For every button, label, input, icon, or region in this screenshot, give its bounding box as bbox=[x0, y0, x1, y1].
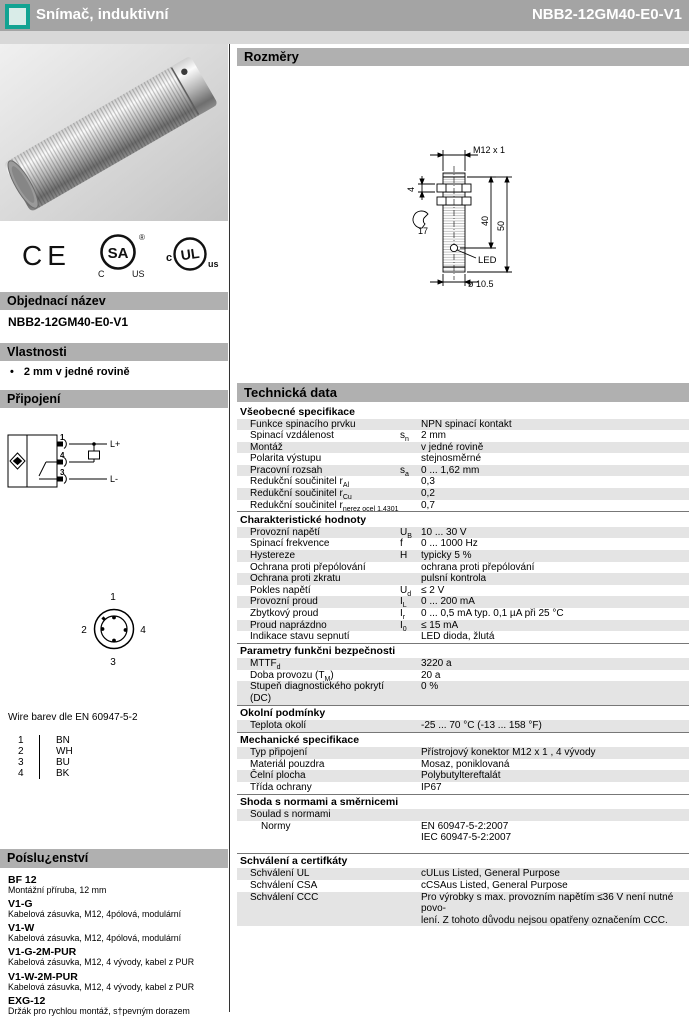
spec-value bbox=[421, 770, 689, 782]
accessories-list bbox=[8, 871, 224, 1017]
svg-text:C: C bbox=[98, 269, 105, 279]
title-bar bbox=[0, 0, 689, 31]
spec-value-line: 0,7 bbox=[421, 499, 435, 511]
spec-row bbox=[237, 782, 689, 794]
spec-label: Redukční součinitel $r_{Cu}$ bbox=[250, 488, 352, 502]
product-photo bbox=[0, 44, 228, 221]
dimension-drawing bbox=[380, 126, 590, 311]
spec-value-line: 0 ... 1,62 mm bbox=[421, 464, 480, 476]
certification-logos bbox=[8, 227, 220, 281]
svg-text:4: 4 bbox=[140, 625, 146, 636]
spec-value bbox=[421, 488, 689, 500]
connection-section-bar: Připojení bbox=[0, 390, 228, 408]
spec-value-line: Mosaz, poniklovaná bbox=[421, 758, 510, 770]
spec-value bbox=[421, 608, 689, 620]
svg-text:2: 2 bbox=[81, 625, 87, 636]
spec-row bbox=[237, 868, 689, 880]
header-substrip bbox=[0, 31, 689, 44]
order-section-bar: Objednací název bbox=[0, 292, 228, 310]
spec-value-line: typicky 5 % bbox=[421, 549, 472, 561]
accessory-item bbox=[8, 875, 224, 896]
spec-value-line: 0,2 bbox=[421, 488, 435, 500]
spec-value bbox=[421, 670, 689, 682]
svg-text:17: 17 bbox=[418, 226, 429, 236]
spec-label: Doba provozu $(T_M)$ bbox=[250, 669, 334, 683]
svg-text:40: 40 bbox=[480, 215, 490, 227]
svg-text:50: 50 bbox=[496, 220, 506, 232]
spec-label: Redukční součinitel $r_{nerez ocel 1.4301}$ bbox=[250, 499, 399, 513]
spec-value-line: 0 % bbox=[421, 681, 439, 693]
spec-label: Soulad s normami bbox=[250, 809, 331, 821]
accessory-description: Držák pro rychlou montáž, s†pevným dorazem bbox=[8, 1005, 190, 1016]
svg-text:c: c bbox=[166, 252, 173, 264]
wire-color-row bbox=[18, 735, 73, 746]
spec-symbol: $s_n$ bbox=[400, 430, 409, 444]
spec-row bbox=[237, 453, 689, 465]
wire-color-table bbox=[18, 735, 73, 779]
spec-label: Stupeň diagnostického pokrytí (DC) bbox=[250, 681, 384, 704]
svg-text:L-: L- bbox=[110, 474, 119, 484]
spec-value-line: IP67 bbox=[421, 781, 442, 793]
spec-label: Schválení CSA bbox=[250, 879, 318, 891]
accessory-code: V1-W bbox=[8, 922, 35, 935]
spec-value bbox=[421, 430, 689, 442]
spec-value-line: 2 mm bbox=[421, 430, 446, 442]
connector-pinout bbox=[62, 583, 167, 683]
wire-color-note: Wire barev dle EN 60947-5-2 bbox=[8, 712, 138, 723]
spec-label: Čelní plocha bbox=[250, 770, 306, 782]
spec-row bbox=[237, 465, 689, 477]
spec-value-line: ≤ 15 mA bbox=[421, 619, 459, 631]
spec-row bbox=[237, 573, 689, 585]
spec-row bbox=[237, 681, 689, 704]
svg-text:us: us bbox=[208, 259, 219, 269]
spec-row bbox=[237, 631, 689, 643]
svg-text:1: 1 bbox=[60, 433, 65, 442]
svg-text:4: 4 bbox=[60, 451, 65, 460]
accessory-description: Kabelová zásuvka, M12, 4 vývody, kabel z PUR bbox=[8, 957, 195, 968]
svg-text:US: US bbox=[132, 269, 145, 279]
spec-value-line: Přístrojový konektor M12 x 1 , 4 vývody bbox=[421, 747, 596, 759]
spec-label: Normy bbox=[261, 820, 291, 832]
spec-value-line: ≤ 2 V bbox=[421, 584, 445, 596]
spec-value-line: Pro výrobky s max. provozním napětím ≤36 V není nutné povo- bbox=[421, 891, 674, 915]
spec-value-line: 0,3 bbox=[421, 476, 435, 488]
spec-value bbox=[421, 821, 689, 844]
accessory-code: EXG-12 bbox=[8, 994, 46, 1007]
spec-value-line: 20 a bbox=[421, 669, 441, 681]
switch-symbol bbox=[39, 462, 46, 476]
spec-value bbox=[421, 465, 689, 477]
spec-row bbox=[237, 670, 689, 682]
spec-label: Spinací vzdálenost bbox=[250, 430, 334, 442]
wire-pin-number: 3 bbox=[18, 757, 24, 768]
wire-color-code: WH bbox=[39, 746, 73, 757]
spec-symbol: $U_d$ bbox=[400, 584, 412, 598]
wire-pin-number: 2 bbox=[18, 746, 24, 757]
accessory-item bbox=[8, 947, 224, 968]
spec-value bbox=[421, 550, 689, 562]
wire-color-row bbox=[18, 746, 73, 757]
spec-row bbox=[237, 720, 689, 732]
spec-value bbox=[421, 500, 689, 512]
spec-value bbox=[421, 747, 689, 759]
accessory-item bbox=[8, 899, 224, 920]
wire-color-code: BN bbox=[39, 735, 70, 746]
spec-symbol: $I_0$ bbox=[400, 619, 407, 633]
accessory-description: Kabelová zásuvka, M12, 4 vývody, kabel z PUR bbox=[8, 981, 195, 992]
spec-row bbox=[237, 562, 689, 574]
wire-pin-number: 4 bbox=[18, 768, 24, 779]
spec-label: Provozní proud bbox=[250, 596, 318, 608]
column-divider bbox=[229, 44, 230, 1012]
spec-row bbox=[237, 770, 689, 782]
spec-row bbox=[237, 585, 689, 597]
spec-section-header: Charakteristické hodnoty bbox=[237, 511, 689, 527]
spec-value bbox=[421, 631, 689, 643]
spec-section-header: Schválení a certifkáty bbox=[237, 853, 689, 869]
wire-pin-number: 1 bbox=[18, 735, 24, 746]
spec-value bbox=[421, 658, 689, 670]
spec-row bbox=[237, 608, 689, 620]
spec-label: Funkce spinacího prvku bbox=[250, 418, 356, 430]
spec-row bbox=[237, 538, 689, 550]
accessories-section-bar: Poíslu¿enství bbox=[0, 849, 228, 868]
order-code: NBB2-12GM40-E0-V1 bbox=[8, 315, 129, 329]
accessory-code: V1-W-2M-PUR bbox=[8, 970, 78, 983]
spec-value bbox=[421, 720, 689, 732]
spec-row bbox=[237, 892, 689, 927]
spec-label: Proud naprázdno bbox=[250, 619, 327, 631]
spec-value bbox=[421, 419, 689, 431]
spec-value-line: IEC 60947-5-2:2007 bbox=[421, 832, 512, 844]
spec-symbol: $I_r$ bbox=[400, 607, 406, 621]
accessory-description: Montážní příruba, 12 mm bbox=[8, 884, 107, 895]
spec-label: Pokles napětí bbox=[250, 584, 311, 596]
spec-value-line: ochrana proti přepólování bbox=[421, 561, 535, 573]
spec-value-line: 3220 a bbox=[421, 658, 452, 670]
spec-label: Zbytkový proud bbox=[250, 607, 319, 619]
product-code-header: NBB2-12GM40-E0-V1 bbox=[531, 6, 682, 23]
spec-value-line: -25 ... 70 °C (-13 ... 158 °F) bbox=[421, 720, 542, 732]
svg-text:®: ® bbox=[139, 233, 145, 242]
spec-row bbox=[237, 430, 689, 442]
spec-value-line: 0 ... 200 mA bbox=[421, 596, 475, 608]
svg-text:4: 4 bbox=[406, 186, 416, 192]
spec-value-line: stejnosměrné bbox=[421, 453, 482, 465]
spec-row bbox=[237, 747, 689, 759]
spec-row bbox=[237, 476, 689, 488]
spec-value-line: NPN spinací kontakt bbox=[421, 418, 512, 430]
spec-label: Typ připojení bbox=[250, 747, 308, 759]
spec-label: Spinací frekvence bbox=[250, 538, 330, 550]
spec-value bbox=[421, 562, 689, 574]
spec-row bbox=[237, 596, 689, 608]
spec-label: Ochrana proti zkratu bbox=[250, 573, 341, 585]
spec-subheader-row bbox=[237, 809, 689, 821]
spec-label: Schválení CCC bbox=[250, 891, 319, 903]
svg-text:L+: L+ bbox=[110, 439, 121, 449]
accessory-description: Kabelová zásuvka, M12, 4pólová, modulární bbox=[8, 908, 182, 919]
accessory-description: Kabelová zásuvka, M12, 4pólová, modulární bbox=[8, 933, 182, 944]
spec-symbol: H bbox=[400, 549, 408, 561]
spec-value bbox=[421, 782, 689, 794]
brand-square-icon bbox=[5, 4, 30, 29]
dimensions-section-bar: Rozměry bbox=[237, 48, 689, 66]
svg-text:LED: LED bbox=[478, 255, 497, 266]
spec-row bbox=[237, 821, 689, 844]
spec-section-header: Mechanické specifikace bbox=[237, 732, 689, 748]
spec-value bbox=[421, 573, 689, 585]
spec-value bbox=[421, 868, 689, 880]
spec-value bbox=[421, 892, 689, 927]
svg-text:SA: SA bbox=[107, 245, 129, 262]
spec-label: Polarita výstupu bbox=[250, 453, 322, 465]
spec-label: Schválení UL bbox=[250, 868, 310, 880]
spec-label: Redukční součinitel $r_{Al}$ bbox=[250, 476, 350, 490]
accessory-item bbox=[8, 923, 224, 944]
svg-text:CE: CE bbox=[22, 240, 71, 271]
spec-row bbox=[237, 527, 689, 539]
spec-row bbox=[237, 419, 689, 431]
svg-text:3: 3 bbox=[110, 657, 116, 668]
spec-label: Třída ochrany bbox=[250, 781, 312, 793]
spec-row bbox=[237, 620, 689, 632]
svg-text:UL: UL bbox=[179, 244, 201, 264]
spec-value-line: cULus Listed, General Purpose bbox=[421, 868, 560, 880]
spec-value-line: pulsní kontrola bbox=[421, 573, 487, 585]
ce-logo bbox=[22, 240, 71, 271]
spec-value bbox=[421, 453, 689, 465]
wire-color-code: BK bbox=[39, 768, 69, 779]
spec-section-header: Shoda s normami a směrnicemi bbox=[237, 794, 689, 810]
spec-row bbox=[237, 442, 689, 454]
accessory-item bbox=[8, 972, 224, 993]
accessory-item bbox=[8, 996, 224, 1017]
spec-value bbox=[421, 681, 689, 693]
spec-value bbox=[421, 527, 689, 539]
spec-label: Teplota okolí bbox=[250, 720, 307, 732]
spec-value bbox=[421, 596, 689, 608]
accessory-code: V1-G-2M-PUR bbox=[8, 946, 77, 959]
spec-row bbox=[237, 550, 689, 562]
spec-value bbox=[421, 442, 689, 454]
spec-value-line: 10 ... 30 V bbox=[421, 526, 467, 538]
spec-label: Indikace stavu sepnutí bbox=[250, 631, 350, 643]
spec-value-line: cCSAus Listed, General Purpose bbox=[421, 879, 568, 891]
spec-label: Montáž bbox=[250, 441, 283, 453]
bullet-icon: • bbox=[10, 366, 14, 378]
spec-value-line: EN 60947-5-2:2007 bbox=[421, 820, 509, 832]
wire-color-row bbox=[18, 757, 73, 768]
spec-label: Ochrana proti přepólování bbox=[250, 561, 366, 573]
spec-value bbox=[421, 538, 689, 550]
spec-section-header: Parametry funkčni bezpečnosti bbox=[237, 643, 689, 659]
spec-value-line: Polybutyltereftalát bbox=[421, 770, 501, 782]
spec-symbol: $U_B$ bbox=[400, 526, 412, 540]
spec-value-line: LED dioda, žlutá bbox=[421, 631, 495, 643]
technical-section-bar: Technická data bbox=[237, 383, 689, 402]
technical-table bbox=[237, 404, 689, 926]
spec-row bbox=[237, 759, 689, 771]
spec-value-line: 0 ... 0,5 mA typ. 0,1 µA při 25 °C bbox=[421, 607, 564, 619]
product-type-title: Snímač, induktivní bbox=[36, 6, 169, 23]
spec-value bbox=[421, 585, 689, 597]
svg-text:M12 x 1: M12 x 1 bbox=[473, 145, 506, 155]
wire-color-row bbox=[18, 768, 73, 779]
accessory-code: V1-G bbox=[8, 897, 33, 910]
spec-label: Hystereze bbox=[250, 549, 296, 561]
spec-row bbox=[237, 880, 689, 892]
spec-value-line: v jedné rovině bbox=[421, 441, 484, 453]
spec-value bbox=[421, 759, 689, 771]
spec-label: Provozní napětí bbox=[250, 526, 321, 538]
led-indicator bbox=[450, 244, 457, 251]
csa-logo bbox=[98, 233, 145, 279]
ul-logo bbox=[166, 239, 219, 270]
spec-value bbox=[421, 476, 689, 488]
load-resistor-symbol bbox=[89, 451, 100, 459]
spec-label: $MTTF_d$ bbox=[250, 658, 281, 672]
spec-row bbox=[237, 658, 689, 670]
wiring-diagram bbox=[6, 420, 221, 500]
features-section-bar: Vlastnosti bbox=[0, 343, 228, 361]
accessory-code: BF 12 bbox=[8, 873, 37, 886]
spec-row bbox=[237, 488, 689, 500]
spec-value bbox=[421, 880, 689, 892]
feature-item: • 2 mm v jedné rovině bbox=[10, 366, 130, 378]
spec-label: Materiál pouzdra bbox=[250, 758, 325, 770]
spec-row bbox=[237, 500, 689, 512]
spec-symbol: $s_a$ bbox=[400, 464, 409, 478]
svg-text:ø 10.5: ø 10.5 bbox=[468, 279, 494, 289]
spec-symbol: f bbox=[400, 538, 403, 550]
spec-value-line: 0 ... 1000 Hz bbox=[421, 538, 478, 550]
spec-label: Pracovní rozsah bbox=[250, 464, 323, 476]
spec-section-header: Všeobecné specifikace bbox=[240, 405, 355, 418]
svg-text:1: 1 bbox=[110, 592, 116, 603]
spec-section-header: Okolní podmínky bbox=[237, 705, 689, 721]
svg-text:3: 3 bbox=[60, 468, 65, 477]
spec-value bbox=[421, 620, 689, 632]
wire-color-code: BU bbox=[39, 757, 70, 768]
spec-value-line: lení. Z tohoto důvodu nejsou opatřeny označením CCC. bbox=[421, 914, 668, 926]
spec-symbol: $I_L$ bbox=[400, 596, 407, 610]
